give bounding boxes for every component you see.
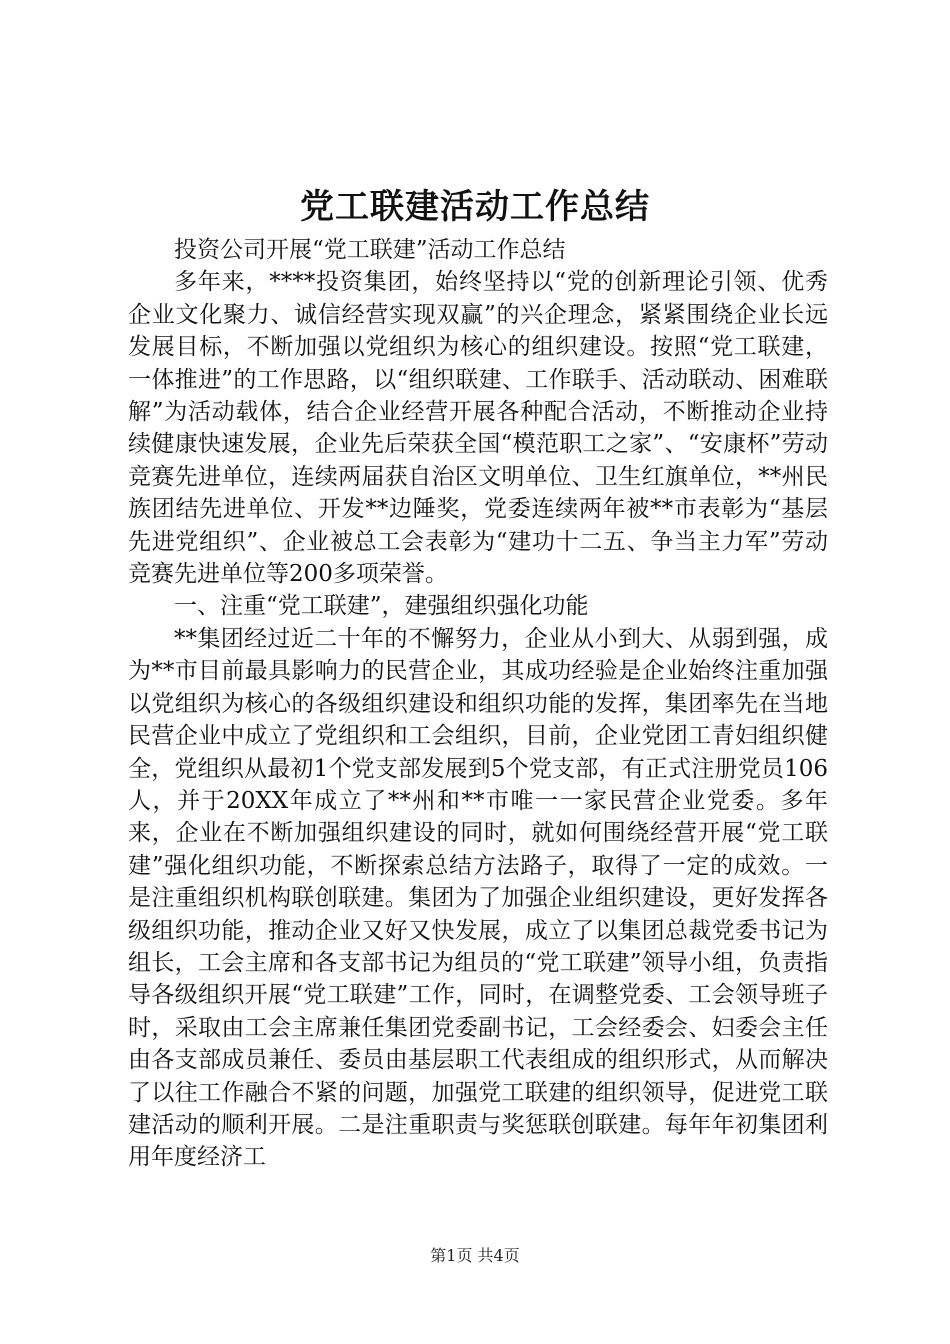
document-title: 党工联建活动工作总结 (300, 187, 650, 227)
document-body (128, 234, 828, 1174)
section-paragraph: **集团经过近二十年的不懈努力，企业从小到大、从弱到强，成为**市目前最具影响力的民营企业，其成功经验是企业始终注重加强以党组织为核心的各级组织建设和组织功能的发挥，集团率先在当地民营企业中成立了党组织和工会组织，目前，企业党团工青妇组织健全，党组织从最初1个党支部发展到5个党支部，有正式注册党员106人，并于20XX年成立了**州和**市唯一一家民营企业党委。多年来，企业在不断加强组织建设的同时，就如何围绕经营开展“党工联建”强化组织功能，不断探索总结方法路子，取得了一定的成效。一是注重组织机构联创联建。集团为了加强企业组织建设，更好发挥各级组织功能，推动企业又好又快发展，成立了以集团总裁党委书记为组长，工会主席和各支部书记为组员的“党工联建”领导小组，负责指导各级组织开展“党工联建”工作，同时，在调整党委、工会领导班子时，采取由工会主席兼任集团党委副书记，工会经委会、妇委会主任由各支部成员兼任、委员由基层职工代表组成的组织形式，从而解决了以往工作融合不紧的问题，加强党工联建的组织领导，促进党工联建活动的顺利开展。二是注重职责与奖惩联创联建。每年年初集团利用年度经济工 (128, 625, 828, 1171)
intro-paragraph: 多年来，****投资集团，始终坚持以“党的创新理论引领、优秀企业文化聚力、诚信经营实现双赢”的兴企理念，紧紧围绕企业长远发展目标，不断加强以党组织为核心的组织建设。按照“党工联建，一体推进”的工作思路，以“组织联建、工作联手、活动联动、困难联解”为活动载体，结合企业经营开展各种配合活动，不断推动企业持续健康快速发展，企业先后荣获全国“模范职工之家”、“安康杯”劳动竞赛先进单位，连续两届获自治区文明单位、卫生红旗单位，**州民族团结先进单位、开发**边陲奖，党委连续两年被**市表彰为“基层先进党组织”、企业被总工会表彰为“建功十二五、争当主力军”劳动竞赛先进单位等200多项荣誉。 (128, 269, 828, 588)
page-footer: 第1页 共4页 (430, 1246, 520, 1265)
subtitle-paragraph: 投资公司开展“党工联建”活动工作总结 (174, 237, 566, 263)
section-heading: 一、注重“党工联建”，建强组织强化功能 (174, 593, 589, 620)
